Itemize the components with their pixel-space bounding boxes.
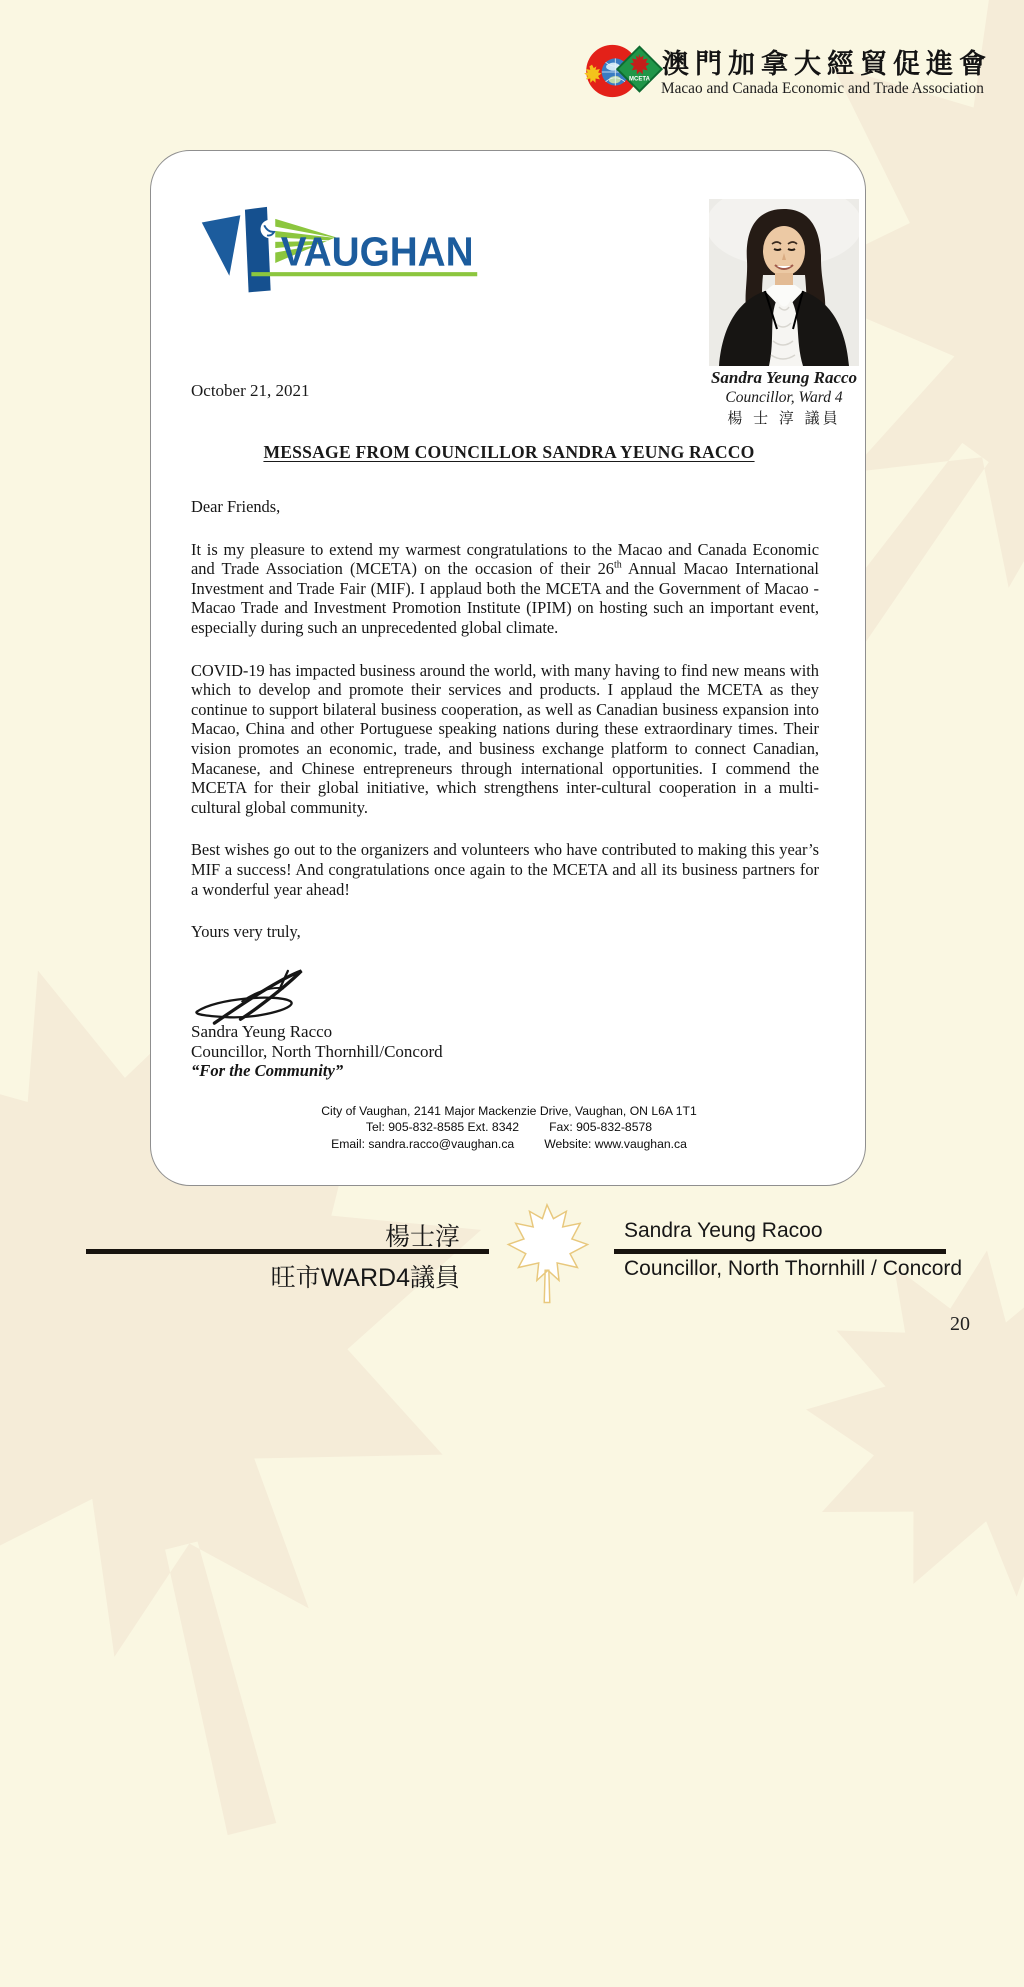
salutation: Dear Friends, (191, 497, 281, 516)
contact-tel: Tel: 905-832-8585 Ext. 8342 (365, 1120, 520, 1135)
contact-phone-line (159, 1119, 859, 1135)
letter-body (191, 497, 819, 965)
org-subtitle-english: Macao and Canada Economic and Trade Association (661, 80, 984, 97)
contact-email: Email: sandra.racco@vaughan.ca (331, 1136, 515, 1151)
signer-motto: “For the Community” (191, 1061, 344, 1080)
signer-name: Sandra Yeung Racco (191, 1022, 333, 1041)
contact-fax: Fax: 905-832-8578 (549, 1120, 653, 1135)
paragraph-2: COVID-19 has impacted business around the world, with many having to find new means with which to develop and promote their services and products. I applaud the MCETA as they continue to support bilateral business cooperation, as well as Canadian business expansion into Macao, China and other Portuguese speaking nations during these extraordinary times. Their vision promotes an economic, trade, and business exchange platform to connect Canadian, Macanese, and Chinese entrepreneurs through international opportunities. I commend the MCETA for their global initiative, which strengthens inter-cultural cooperation in a multi-cultural global community. (191, 660, 819, 817)
banner-right-name: Sandra Yeung Racoo (624, 1219, 823, 1242)
banner-left-title-chinese: 旺市WARD4議員 (270, 1264, 460, 1292)
page-number: 20 (950, 1313, 970, 1335)
ordinal-superscript: th (613, 559, 622, 571)
closing: Yours very truly, (191, 922, 301, 942)
banner-divider-right (614, 1249, 946, 1254)
banner-left-name-chinese: 楊士淳 (384, 1223, 460, 1251)
vaughan-logo-text: VAUGHAN (280, 228, 474, 275)
letter-heading-text: MESSAGE FROM COUNCILLOR SANDRA YEUNG RACCO (263, 442, 755, 462)
signature-image (185, 969, 325, 1027)
paragraph-3: Best wishes go out to the organizers and volunteers who have contributed to making this year’s MIF a success! And congratulations once again to the MCETA and all its business partners for a wonderful year ahead! (191, 840, 819, 899)
contact-address: City of Vaughan, 2141 Major Mackenzie Drive, Vaughan, ON L6A 1T1 (321, 1104, 697, 1118)
org-title-chinese: 澳門加拿大經貿促進會 (662, 49, 992, 80)
photo-caption-title: Councillor, Ward 4 (725, 389, 843, 406)
paragraph-1 (191, 540, 819, 638)
letter-date: October 21, 2021 (191, 381, 310, 400)
banner-right-title: Councillor, North Thornhill / Concord (624, 1257, 963, 1280)
photo-caption (667, 368, 901, 428)
photo-caption-name-chinese: 楊 士 淳 議員 (727, 409, 841, 427)
paragraph-1-text-cont: Annual Macao International Investment and Trade Fair (MIF). I applaud both the MCETA and the Government of Macao - Macao Trade and Investment Promotion Institute (IPIM) on hosting such an important event, especially during such an unprecedented global climate. (191, 559, 819, 637)
paragraph-1-text: It is my pleasure to extend my warmest congratulations to the Macao and Canada Economic and Trade Association (MCETA) on the occasion of their 26 (191, 539, 819, 579)
contact-block (159, 1103, 859, 1152)
portrait-photo (709, 199, 859, 366)
contact-website: Website: www.vaughan.ca (544, 1136, 687, 1151)
vaughan-logo (187, 195, 481, 296)
letter-card (150, 150, 866, 1186)
signature-block (191, 1022, 443, 1081)
signer-title: Councillor, North Thornhill/Concord (191, 1041, 443, 1061)
photo-caption-name: Sandra Yeung Racco (710, 368, 858, 387)
mceta-badge-text: MCETA (629, 76, 650, 83)
maple-leaf-icon (486, 1203, 608, 1309)
contact-web-line (159, 1136, 859, 1152)
mceta-logo-icon (584, 40, 664, 102)
letter-heading (181, 442, 837, 463)
